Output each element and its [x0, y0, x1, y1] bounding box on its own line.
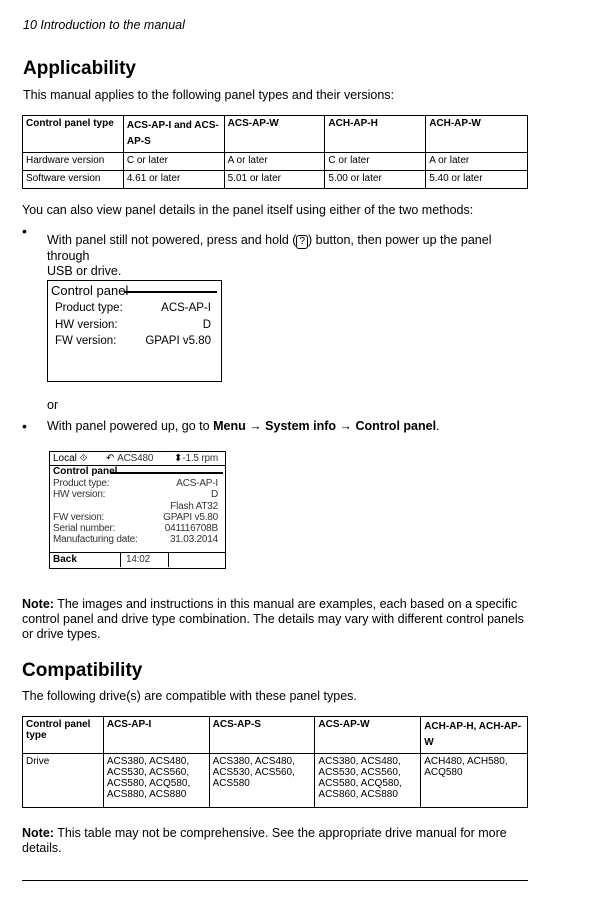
section-heading-compatibility: Compatibility	[22, 660, 143, 681]
table-cell: ACS380, ACS480, ACS530, ACS560, ACS580	[209, 754, 315, 808]
panel-label-hw-version: HW version:	[55, 319, 118, 331]
panel-label-fw-version: FW version:	[55, 335, 117, 347]
method-2-text-end: .	[436, 419, 440, 433]
table-cell: ACS380, ACS480, ACS530, ACS560, ACS580, ACQ580, ACS860, ACS880	[315, 754, 421, 808]
table-cell: 5.00 or later	[325, 171, 426, 189]
table-cell: C or later	[123, 153, 224, 171]
applicability-intro: This manual applies to the following panel types and their versions:	[23, 88, 395, 102]
panel-value-hw-version: D	[202, 319, 211, 331]
table-header-cell: Control panel type	[23, 717, 104, 754]
compatibility-table	[22, 716, 528, 808]
table-header-cell: ACH-AP-H	[325, 116, 426, 153]
table-cell: 4.61 or later	[123, 171, 224, 189]
method-2-text	[47, 419, 440, 434]
panel-value: D	[210, 489, 218, 500]
table-header-cell: ACS-AP-W	[224, 116, 325, 153]
note-text: This table may not be comprehensive. See the appropriate drive manual for more details.	[22, 826, 507, 855]
panel-label: Product type:	[53, 478, 110, 489]
table-cell: ACH480, ACH580, ACQ580	[421, 754, 528, 808]
method-1-text-b: ) button, then power up the panel through	[47, 233, 492, 263]
panel-value: Flash AT32	[170, 501, 218, 512]
compatibility-intro: The following drive(s) are compatible with these panel types.	[22, 689, 357, 703]
title-rule	[124, 291, 217, 293]
panel-value: ACS-AP-I	[176, 478, 218, 489]
table-cell: A or later	[224, 153, 325, 171]
panel-label: FW version:	[53, 512, 105, 523]
table-header-cell: Control panel type	[23, 116, 124, 153]
note-images	[22, 597, 532, 642]
table-header-cell: ACS-AP-I and ACS-AP-S	[123, 116, 224, 153]
arrow-icon: →	[336, 419, 356, 433]
method-1-text	[47, 233, 537, 279]
table-header-cell: ACS-AP-S	[209, 717, 315, 754]
panel-value: 31.03.2014	[169, 534, 218, 545]
panel-label: HW version:	[53, 489, 106, 500]
methods-intro: You can also view panel details in the panel itself using either of the two methods:	[22, 203, 474, 217]
status-local: Local ⟐	[53, 453, 88, 464]
back-softkey: Back	[53, 554, 77, 565]
menu-path-menu: Menu	[213, 419, 246, 433]
table-cell: Hardware version	[23, 153, 124, 171]
note-text: The images and instructions in this manual are examples, each based on a specific control panel and drive type combination. The details may vary with different control panels or drive types.	[22, 597, 524, 641]
table-header-cell: ACS-AP-W	[315, 717, 421, 754]
method-1-text-a: With panel still not powered, press and hold (	[47, 233, 297, 247]
panel-display-system-info	[49, 451, 226, 569]
table-header-cell: ACH-AP-H, ACH-AP-W	[421, 717, 528, 754]
note-label: Note:	[22, 597, 54, 611]
title-rule	[110, 472, 223, 474]
note-label: Note:	[22, 826, 54, 840]
table-cell: 5.40 or later	[426, 171, 528, 189]
arrow-icon: →	[245, 419, 266, 433]
help-key-icon: ?	[296, 235, 308, 249]
bullet-marker: •	[22, 418, 27, 434]
table-row	[23, 153, 528, 171]
table-row	[23, 754, 528, 808]
table-cell: Software version	[23, 171, 124, 189]
table-cell: C or later	[325, 153, 426, 171]
softkey-separator	[50, 552, 225, 553]
section-heading-applicability: Applicability	[23, 58, 136, 79]
panel-display-title: Control panel	[53, 466, 118, 477]
speed-icon: ⬍	[173, 453, 183, 464]
menu-path-control-panel: Control panel	[355, 419, 437, 433]
panel-label: Serial number:	[53, 523, 116, 534]
panel-display-unpowered	[47, 280, 222, 382]
applicability-table	[22, 115, 528, 189]
panel-value-fw-version: GPAPI v5.80	[145, 335, 211, 347]
panel-label-product-type: Product type:	[55, 302, 123, 314]
method-2-text-a: With panel powered up, go to	[47, 419, 214, 433]
panel-value: 041116708B	[164, 523, 218, 534]
softkey-divider	[120, 552, 121, 567]
table-header-cell: ACH-AP-W	[426, 116, 528, 153]
page-bottom-rule	[22, 880, 528, 881]
table-header-cell: ACS-AP-I	[103, 717, 209, 754]
local-mode-icon: ⟐	[76, 453, 88, 464]
status-drive: ↶ ACS480	[106, 453, 154, 464]
panel-label: Manufacturing date:	[53, 534, 138, 545]
clock: 14:02	[126, 554, 151, 565]
panel-value: GPAPI v5.80	[163, 512, 218, 523]
direction-arrow-icon: ↶	[106, 453, 118, 464]
method-1-text-c: USB or drive.	[47, 264, 122, 278]
bullet-marker: •	[22, 223, 27, 239]
table-cell: ACS380, ACS480, ACS530, ACS560, ACS580, ACQ580, ACS880, ACS880	[103, 754, 209, 808]
menu-path-system-info: System info	[265, 419, 337, 433]
table-row	[23, 171, 528, 189]
table-cell: 5.01 or later	[224, 171, 325, 189]
panel-display-title: Control panel	[51, 283, 129, 298]
table-cell: Drive	[23, 754, 104, 808]
softkey-divider	[168, 552, 169, 567]
table-cell: A or later	[426, 153, 528, 171]
running-header: 10 Introduction to the manual	[23, 18, 185, 32]
or-text: or	[47, 398, 59, 412]
panel-value-product-type: ACS-AP-I	[161, 302, 211, 314]
status-speed: ⬍-1.5 rpm	[173, 453, 218, 464]
note-compatibility	[22, 826, 532, 856]
